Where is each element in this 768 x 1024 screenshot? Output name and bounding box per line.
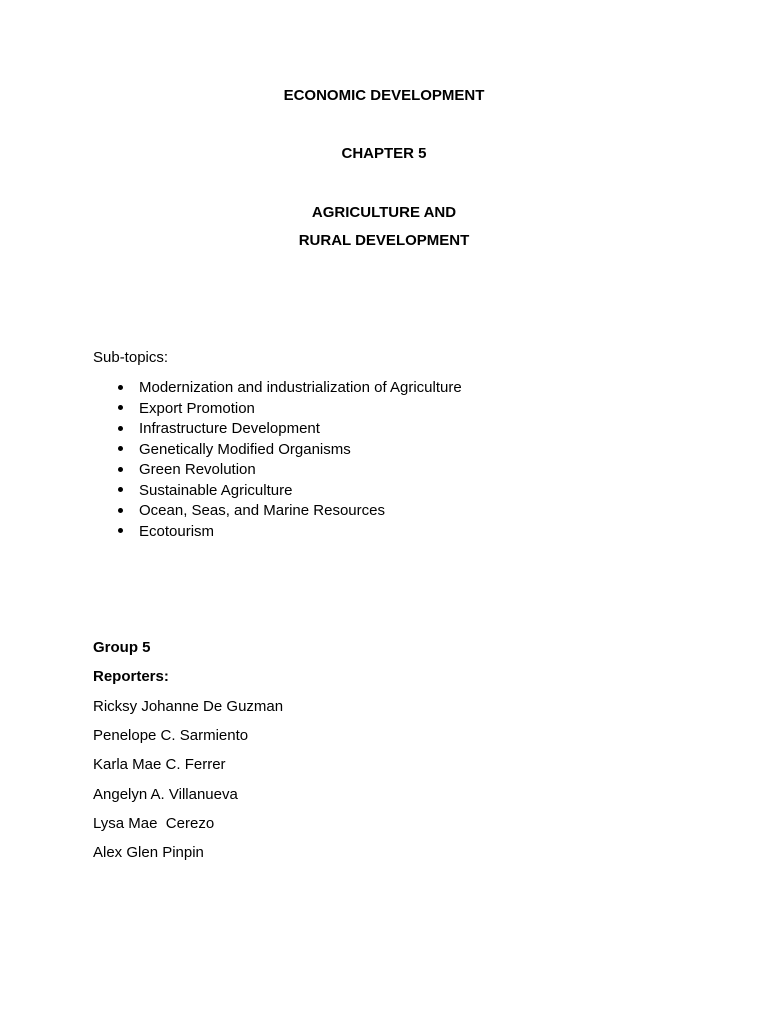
bullet-icon bbox=[115, 420, 125, 438]
reporter-name: Karla Mae C. Ferrer bbox=[93, 756, 226, 773]
chapter-heading: CHAPTER 5 bbox=[341, 145, 427, 162]
bullet-icon bbox=[115, 400, 125, 418]
group-name: Group 5 bbox=[93, 639, 151, 656]
reporter-name: Penelope C. Sarmiento bbox=[93, 727, 249, 744]
bullet-icon bbox=[115, 482, 125, 500]
reporter-name: Lysa Mae Cerezo bbox=[93, 815, 215, 832]
reporter-name: Ricksy Johanne De Guzman bbox=[93, 698, 284, 715]
subtopic-text: Export Promotion bbox=[139, 399, 255, 417]
subtopic-text: Modernization and industrialization of Agriculture bbox=[139, 379, 462, 396]
subtopic-text: Sustainable Agriculture bbox=[139, 481, 293, 499]
bullet-icon bbox=[115, 441, 125, 459]
reporter-name: Angelyn A. Villanueva bbox=[93, 786, 238, 803]
course-title: ECONOMIC DEVELOPMENT bbox=[283, 87, 485, 104]
subtopic-text: Infrastructure Development bbox=[139, 420, 320, 437]
subtopic-text: Genetically Modified Organisms bbox=[139, 440, 351, 458]
reporter-name: Alex Glen Pinpin bbox=[93, 844, 204, 861]
subtopic-text: Green Revolution bbox=[139, 461, 256, 478]
subtopics-label: Sub-topics: bbox=[93, 349, 169, 366]
subtopic-text: Ecotourism bbox=[139, 522, 215, 540]
bullet-icon bbox=[115, 502, 125, 520]
topic-title-line-1: AGRICULTURE AND bbox=[311, 204, 457, 221]
bullet-icon bbox=[115, 461, 125, 479]
reporters-label: Reporters: bbox=[93, 668, 169, 685]
bullet-icon bbox=[115, 379, 125, 397]
subtopic-text: Ocean, Seas, and Marine Resources bbox=[139, 502, 385, 519]
bullet-icon bbox=[115, 523, 125, 541]
topic-title-line-2: RURAL DEVELOPMENT bbox=[298, 232, 470, 249]
